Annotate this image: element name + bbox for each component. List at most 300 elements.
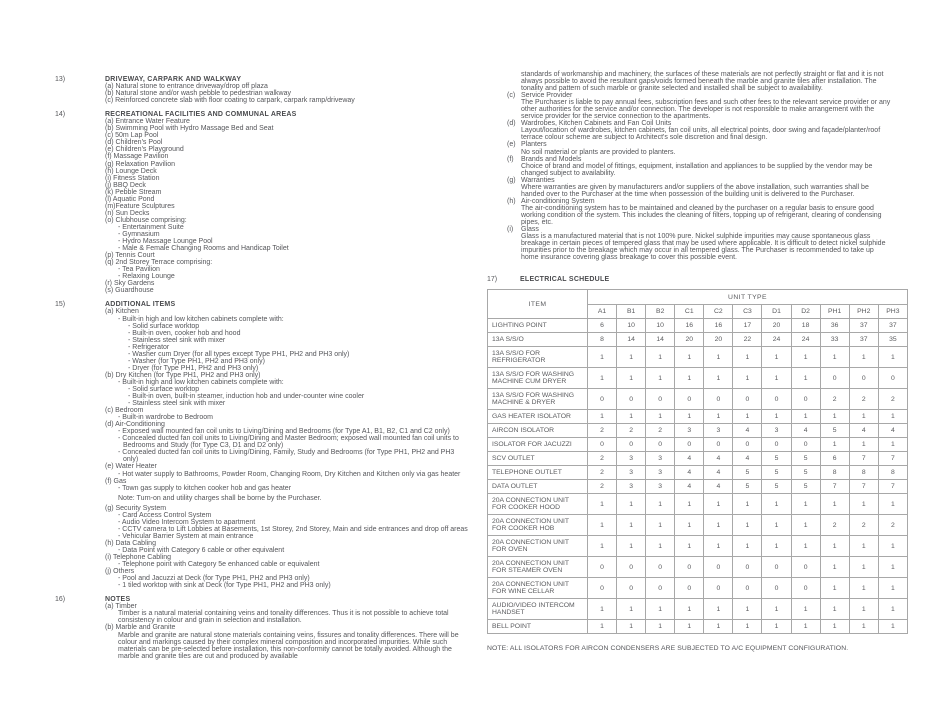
value-cell: 0 xyxy=(733,557,762,578)
value-cell: 1 xyxy=(675,347,704,368)
value-cell: 0 xyxy=(849,368,878,389)
value-cell: 0 xyxy=(617,578,646,599)
value-cell: 1 xyxy=(617,494,646,515)
value-cell: 1 xyxy=(820,410,849,424)
value-cell: 1 xyxy=(733,347,762,368)
table-row xyxy=(488,410,908,424)
note-title: Warranties xyxy=(521,176,555,184)
table-row xyxy=(488,466,908,480)
value-cell: 0 xyxy=(588,557,617,578)
spec-line: - Solid surface worktop xyxy=(128,385,200,393)
item-cell: 13A S/S/O FOR WASHING MACHINE & DRYER xyxy=(488,389,588,410)
value-cell: 1 xyxy=(704,494,733,515)
note-label: (i) xyxy=(507,226,514,234)
section-title: DRIVEWAY, CARPARK AND WALKWAY xyxy=(105,76,242,83)
value-cell: 0 xyxy=(791,557,820,578)
value-cell: 20 xyxy=(762,319,791,333)
spec-line: - Relaxing Lounge xyxy=(118,273,175,281)
spec-line: (n) Sun Decks xyxy=(105,209,150,217)
item-cell: BELL POINT xyxy=(488,620,588,634)
item-cell: SCV OUTLET xyxy=(488,452,588,466)
value-cell: 3 xyxy=(617,452,646,466)
value-cell: 1 xyxy=(849,620,878,634)
value-cell: 2 xyxy=(617,424,646,438)
item-cell: TELEPHONE OUTLET xyxy=(488,466,588,480)
section-body xyxy=(105,118,469,294)
value-cell: 2 xyxy=(588,452,617,466)
value-cell: 0 xyxy=(733,389,762,410)
note-body: Glass is a manufactured material that is not 100% pure. Nickel sulphide impurities may cause spontaneous glass breakage in certain pieces of tempered glass that may be used where applicable. It is difficult to detect nickel sulphide impurities prior to the breakage which may occur in all tempered glass. The Purchaser is recommended to take up home insurance covering glass breakage to cover this possible event. xyxy=(521,233,886,262)
value-cell: 24 xyxy=(791,333,820,347)
value-cell: 2 xyxy=(588,466,617,480)
section-number: 14) xyxy=(55,111,66,119)
table-row xyxy=(488,368,908,389)
value-cell: 1 xyxy=(675,515,704,536)
unit-type-header-cell: C2 xyxy=(704,305,733,319)
spec-line: (d) Children's Pool xyxy=(105,139,163,147)
section-title: RECREATIONAL FACILITIES AND COMMUNAL AREAS xyxy=(105,111,297,119)
spec-section xyxy=(55,596,469,659)
right-column xyxy=(487,71,907,652)
section-body xyxy=(105,308,469,589)
item-cell: 13A S/S/O FOR REFRIGERATOR xyxy=(488,347,588,368)
value-cell: 0 xyxy=(675,578,704,599)
value-cell: 4 xyxy=(675,452,704,466)
value-cell: 0 xyxy=(675,438,704,452)
spec-line: - Dryer (for Type PH1, PH2 and PH3 only) xyxy=(128,364,259,372)
value-cell: 1 xyxy=(646,515,675,536)
value-cell: 1 xyxy=(733,494,762,515)
value-cell: 0 xyxy=(791,578,820,599)
unit-type-header-cell: D1 xyxy=(762,305,791,319)
value-cell: 0 xyxy=(733,438,762,452)
value-cell: 1 xyxy=(849,578,878,599)
table-row xyxy=(488,319,908,333)
value-cell: 0 xyxy=(588,438,617,452)
value-cell: 0 xyxy=(675,389,704,410)
table-row xyxy=(488,333,908,347)
value-cell: 1 xyxy=(588,536,617,557)
note-label: (h) xyxy=(507,197,516,205)
value-cell: 1 xyxy=(878,536,907,557)
value-cell: 1 xyxy=(646,494,675,515)
item-cell: 20A CONNECTION UNIT FOR COOKER HOB xyxy=(488,515,588,536)
spec-line: - Stainless steel sink with mixer xyxy=(128,400,226,408)
table-note: NOTE: ALL ISOLATORS FOR AIRCON CONDENSERS ARE SUBJECTED TO A/C EQUIPMENT CONFIGURATION. xyxy=(487,645,849,653)
value-cell: 16 xyxy=(704,319,733,333)
value-cell: 1 xyxy=(878,599,907,620)
value-cell: 1 xyxy=(704,368,733,389)
value-cell: 1 xyxy=(849,410,878,424)
item-cell: DATA OUTLET xyxy=(488,480,588,494)
value-cell: 1 xyxy=(704,410,733,424)
spec-line: (k) Pebble Stream xyxy=(105,188,162,196)
value-cell: 0 xyxy=(762,438,791,452)
value-cell: 1 xyxy=(675,410,704,424)
value-cell: 1 xyxy=(849,536,878,557)
spec-line: (s) Guardhouse xyxy=(105,287,154,295)
unit-type-header-cell: PH1 xyxy=(820,305,849,319)
unit-type-header-cell: B2 xyxy=(646,305,675,319)
table-row xyxy=(488,452,908,466)
value-cell: 2 xyxy=(646,424,675,438)
value-cell: 1 xyxy=(617,347,646,368)
value-cell: 6 xyxy=(588,319,617,333)
value-cell: 0 xyxy=(588,578,617,599)
electrical-schedule-table xyxy=(487,289,908,634)
value-cell: 1 xyxy=(617,515,646,536)
spec-line: (b) Marble and Granite xyxy=(105,624,176,632)
electrical-schedule-heading xyxy=(487,276,907,283)
unit-type-header-cell: B1 xyxy=(617,305,646,319)
unit-type-header-cell: PH3 xyxy=(878,305,907,319)
value-cell: 2 xyxy=(820,389,849,410)
spec-line: - Built-in oven, built-in steamer, induction hob and under-counter wine cooler xyxy=(128,393,365,401)
note-label: (c) xyxy=(507,92,516,100)
value-cell: 2 xyxy=(878,389,907,410)
value-cell: 1 xyxy=(849,347,878,368)
table-row xyxy=(488,599,908,620)
unit-type-header-cell: A1 xyxy=(588,305,617,319)
notes-block xyxy=(507,141,893,155)
value-cell: 16 xyxy=(675,319,704,333)
value-cell: 3 xyxy=(646,466,675,480)
notes-block xyxy=(507,198,893,226)
value-cell: 1 xyxy=(820,347,849,368)
value-cell: 1 xyxy=(704,515,733,536)
value-cell: 4 xyxy=(733,452,762,466)
value-cell: 4 xyxy=(878,424,907,438)
value-cell: 1 xyxy=(791,515,820,536)
value-cell: 36 xyxy=(820,319,849,333)
spec-line: (f) Gas xyxy=(105,477,127,485)
value-cell: 0 xyxy=(704,578,733,599)
left-column xyxy=(55,76,469,667)
item-cell: 20A CONNECTION UNIT FOR STEAMER OVEN xyxy=(488,557,588,578)
spec-line: Marble and granite are natural stone materials containing veins, fissures and tonality differences. There will be colour and markings caused by their complex mineral composition and incorporated impurities. While such materials can be pre-selected before installation, this non-conformity cannot be totally avoided. Although the marble and granite tiles are cut and produced by available xyxy=(118,631,459,660)
notes-block xyxy=(507,120,893,141)
table-header-item: ITEM xyxy=(488,290,588,319)
item-cell: GAS HEATER ISOLATOR xyxy=(488,410,588,424)
spec-line: (i) Fitness Station xyxy=(105,174,160,182)
table-row xyxy=(488,494,908,515)
spec-line: - Concealed ducted fan coil units to Living/Dining and Master Bedroom; exposed wall mounted fan coil units to Bedrooms and Study (for Type C3, D1 and D2 only) xyxy=(118,435,459,450)
note-title: Glass xyxy=(521,226,539,234)
spec-line: (e) Children's Playground xyxy=(105,146,184,154)
spec-line: - Built-in high and low kitchen cabinets complete with: xyxy=(118,315,284,323)
value-cell: 37 xyxy=(878,319,907,333)
value-cell: 5 xyxy=(791,452,820,466)
value-cell: 5 xyxy=(733,466,762,480)
value-cell: 1 xyxy=(588,410,617,424)
value-cell: 1 xyxy=(617,410,646,424)
value-cell: 7 xyxy=(849,452,878,466)
value-cell: 0 xyxy=(617,389,646,410)
note-label: (d) xyxy=(507,120,516,128)
value-cell: 20 xyxy=(704,333,733,347)
value-cell: 1 xyxy=(878,578,907,599)
value-cell: 1 xyxy=(733,368,762,389)
note-label: (e) xyxy=(507,141,516,149)
value-cell: 0 xyxy=(762,578,791,599)
value-cell: 1 xyxy=(675,494,704,515)
note-label: (f) xyxy=(507,155,514,163)
spec-line: - Built-in oven, cooker hob and hood xyxy=(128,329,241,337)
value-cell: 8 xyxy=(878,466,907,480)
table-row xyxy=(488,424,908,438)
value-cell: 1 xyxy=(588,368,617,389)
table-row xyxy=(488,620,908,634)
table-row xyxy=(488,438,908,452)
value-cell: 4 xyxy=(791,424,820,438)
value-cell: 1 xyxy=(820,438,849,452)
spec-line: (l) Aquatic Pond xyxy=(105,195,155,203)
spec-line: - Concealed ducted fan coil units to Living/Dining, Family, Study and Bedrooms (for Type PH1, PH2 and PH3 only) xyxy=(118,449,455,464)
spec-line: (m)Feature Sculptures xyxy=(105,202,175,210)
note-body: The Purchaser is liable to pay annual fees, subscription fees and such other fees to the relevant service provider or any other authorities for the service and/or connection. The developer is not responsible to make arrangement with the service provider for the service connection to the apartments. xyxy=(521,99,891,121)
value-cell: 1 xyxy=(733,536,762,557)
value-cell: 17 xyxy=(733,319,762,333)
spec-line: (b) Swimming Pool with Hydro Massage Bed and Seat xyxy=(105,125,274,133)
table-row xyxy=(488,515,908,536)
value-cell: 1 xyxy=(733,620,762,634)
note-title: Air-conditioning System xyxy=(521,197,595,205)
value-cell: 1 xyxy=(791,536,820,557)
value-cell: 1 xyxy=(849,599,878,620)
value-cell: 1 xyxy=(588,620,617,634)
value-cell: 1 xyxy=(820,578,849,599)
value-cell: 0 xyxy=(878,368,907,389)
value-cell: 1 xyxy=(617,368,646,389)
spec-section xyxy=(55,111,469,294)
spec-line: (c) Bedroom xyxy=(105,407,144,415)
value-cell: 0 xyxy=(791,389,820,410)
value-cell: 10 xyxy=(646,319,675,333)
value-cell: 1 xyxy=(878,494,907,515)
value-cell: 1 xyxy=(675,368,704,389)
value-cell: 0 xyxy=(617,438,646,452)
value-cell: 0 xyxy=(646,438,675,452)
value-cell: 20 xyxy=(675,333,704,347)
value-cell: 1 xyxy=(762,410,791,424)
value-cell: 0 xyxy=(588,389,617,410)
value-cell: 7 xyxy=(820,480,849,494)
value-cell: 8 xyxy=(588,333,617,347)
value-cell: 1 xyxy=(849,438,878,452)
value-cell: 1 xyxy=(762,347,791,368)
value-cell: 33 xyxy=(820,333,849,347)
value-cell: 1 xyxy=(791,347,820,368)
spec-line: (a) Kitchen xyxy=(105,308,139,316)
note-body: Where warranties are given by manufacturers and/or suppliers of the above installation, such warranties shall be handed over to the Purchaser at the time when possession of the building unit is delivered to the Purchaser. xyxy=(521,183,869,198)
table-header-unit-type: UNIT TYPE xyxy=(588,290,908,305)
value-cell: 4 xyxy=(733,424,762,438)
value-cell: 1 xyxy=(820,620,849,634)
table-row xyxy=(488,347,908,368)
value-cell: 1 xyxy=(791,599,820,620)
value-cell: 35 xyxy=(878,333,907,347)
notes-block xyxy=(507,226,893,261)
value-cell: 6 xyxy=(820,452,849,466)
spec-line: - Washer cum Dryer (for all types except Type PH1, PH2 and PH3 only) xyxy=(128,350,350,358)
notes-block xyxy=(507,156,893,177)
spec-line: - CCTV camera to Lift Lobbies at Basements, 1st Storey, 2nd Storey, Main and side entrances and drop off areas xyxy=(118,525,468,533)
spec-line: (h) Data Cabling xyxy=(105,539,156,547)
note-title: Wardrobes, Kitchen Cabinets and Fan Coil Units xyxy=(521,120,672,128)
value-cell: 14 xyxy=(646,333,675,347)
value-cell: 2 xyxy=(588,480,617,494)
value-cell: 2 xyxy=(588,424,617,438)
value-cell: 2 xyxy=(849,515,878,536)
value-cell: 1 xyxy=(878,438,907,452)
notes-block xyxy=(507,92,893,120)
spec-line: Note: Turn-on and utility charges shall be borne by the Purchaser. xyxy=(118,494,322,502)
section-number: 17) xyxy=(487,276,498,284)
section-number: 15) xyxy=(55,301,66,309)
value-cell: 2 xyxy=(849,389,878,410)
notes-block xyxy=(507,177,893,198)
spec-line: (c) 50m Lap Pool xyxy=(105,132,159,140)
section-number: 16) xyxy=(55,596,66,604)
value-cell: 1 xyxy=(617,620,646,634)
value-cell: 22 xyxy=(733,333,762,347)
spec-line: (f) Massage Pavilion xyxy=(105,153,169,161)
unit-type-header-cell: PH2 xyxy=(849,305,878,319)
spec-line: (a) Natural stone to entrance driveway/drop off plaza xyxy=(105,83,268,91)
note-title: Planters xyxy=(521,141,547,149)
spec-line: (r) Sky Gardens xyxy=(105,280,155,288)
spec-line: (b) Dry Kitchen (for Type PH1, PH2 and PH3 only) xyxy=(105,371,261,379)
item-cell: AUDIO/VIDEO INTERCOM HANDSET xyxy=(488,599,588,620)
spec-line: (g) Security System xyxy=(105,504,167,512)
spec-line: - Entertainment Suite xyxy=(118,223,184,231)
value-cell: 5 xyxy=(733,480,762,494)
value-cell: 1 xyxy=(762,368,791,389)
value-cell: 1 xyxy=(849,494,878,515)
value-cell: 3 xyxy=(704,424,733,438)
item-cell: 13A S/S/O FOR WASHING MACHINE CUM DRYER xyxy=(488,368,588,389)
value-cell: 1 xyxy=(762,536,791,557)
spec-line: - Town gas supply to kitchen cooker hob and gas heater xyxy=(118,484,292,492)
spec-line: (c) Reinforced concrete slab with floor coating to carpark, carpark ramp/driveway xyxy=(105,97,355,105)
value-cell: 1 xyxy=(733,515,762,536)
value-cell: 1 xyxy=(704,620,733,634)
spec-line: Timber is a natural material containing veins and tonality differences. Thus it is not possible to achieve total consistency in colour and grain in selection and installation. xyxy=(118,610,449,625)
spec-line: - Male & Female Changing Rooms and Handicap Toilet xyxy=(118,245,289,253)
spec-line: - Built-in wardrobe to Bedroom xyxy=(118,414,213,422)
spec-line: (q) 2nd Storey Terrace comprising: xyxy=(105,259,213,267)
value-cell: 2 xyxy=(878,515,907,536)
value-cell: 1 xyxy=(820,557,849,578)
notes-block xyxy=(507,71,893,92)
value-cell: 1 xyxy=(762,620,791,634)
value-cell: 5 xyxy=(791,466,820,480)
spec-section xyxy=(55,76,469,104)
item-cell: 20A CONNECTION UNIT FOR OVEN xyxy=(488,536,588,557)
note-body: standards of workmanship and machinery, the surfaces of these materials are not perfectly straight or flat and it is not always possible to avoid the resultant gaps/voids formed beneath the marble and granite tiles after installation. The tonality and pattern of such marble or granite selected and installed shall be subject to availability. xyxy=(521,71,884,93)
table-row xyxy=(488,578,908,599)
value-cell: 1 xyxy=(646,347,675,368)
notes-continuation-list xyxy=(507,71,893,261)
value-cell: 0 xyxy=(820,368,849,389)
value-cell: 5 xyxy=(820,424,849,438)
item-cell: AIRCON ISOLATOR xyxy=(488,424,588,438)
value-cell: 4 xyxy=(675,480,704,494)
value-cell: 1 xyxy=(878,347,907,368)
unit-type-header-cell: C3 xyxy=(733,305,762,319)
value-cell: 2 xyxy=(820,515,849,536)
spec-line: - Vehicular Barrier System at main entrance xyxy=(118,532,254,540)
value-cell: 1 xyxy=(878,557,907,578)
value-cell: 4 xyxy=(675,466,704,480)
spec-line: - Solid surface worktop xyxy=(128,322,200,330)
value-cell: 1 xyxy=(762,515,791,536)
value-cell: 1 xyxy=(675,599,704,620)
note-title: Brands and Models xyxy=(521,155,582,163)
table-row xyxy=(488,480,908,494)
unit-type-header-cell: D2 xyxy=(791,305,820,319)
unit-type-header-cell: C1 xyxy=(675,305,704,319)
value-cell: 1 xyxy=(733,599,762,620)
value-cell: 3 xyxy=(762,424,791,438)
note-body: Choice of brand and model of fittings, equipment, installation and appliances to be supplied by the vendor may be changed subject to availability. xyxy=(521,162,873,177)
spec-line: (b) Natural stone and/or wash pebble to pedestrian walkway xyxy=(105,90,291,98)
spec-line: (a) Timber xyxy=(105,603,137,611)
value-cell: 1 xyxy=(733,410,762,424)
section-title: ADDITIONAL ITEMS xyxy=(105,301,176,309)
spec-line: (g) Relaxation Pavilion xyxy=(105,160,176,168)
value-cell: 1 xyxy=(704,599,733,620)
note-body: The air-conditioning system has to be maintained and cleaned by the purchaser on a regular basis to ensure good working condition of the system. This includes the cleaning of filters, topping up of refrigerant, clearing of condensing pipes, etc. xyxy=(521,204,882,226)
value-cell: 7 xyxy=(878,452,907,466)
value-cell: 1 xyxy=(646,620,675,634)
value-cell: 3 xyxy=(646,480,675,494)
value-cell: 0 xyxy=(675,557,704,578)
table-row xyxy=(488,536,908,557)
spec-line: - Telephone point with Category 5e enhanced cable or equivalent xyxy=(118,561,320,569)
spec-line: (j) BBQ Deck xyxy=(105,181,146,189)
spec-line: (o) Clubhouse comprising: xyxy=(105,216,187,224)
value-cell: 0 xyxy=(704,389,733,410)
value-cell: 4 xyxy=(704,452,733,466)
value-cell: 1 xyxy=(791,620,820,634)
value-cell: 1 xyxy=(820,599,849,620)
spec-line: - 1 tiled worktop with sink at Deck (for Type PH1, PH2 and PH3 only) xyxy=(118,582,331,590)
table-row xyxy=(488,557,908,578)
value-cell: 1 xyxy=(849,557,878,578)
value-cell: 0 xyxy=(646,557,675,578)
spec-line: - Gymnasium xyxy=(118,230,160,238)
spec-section xyxy=(55,301,469,589)
value-cell: 4 xyxy=(704,466,733,480)
value-cell: 1 xyxy=(588,515,617,536)
spec-line: - Audio Video Intercom System to apartment xyxy=(118,518,256,526)
electrical-schedule-section xyxy=(487,276,907,652)
value-cell: 1 xyxy=(646,368,675,389)
value-cell: 1 xyxy=(791,494,820,515)
spec-line: - Stainless steel sink with mixer xyxy=(128,336,226,344)
value-cell: 1 xyxy=(617,536,646,557)
table-row xyxy=(488,389,908,410)
spec-line: (i) Telephone Cabling xyxy=(105,554,172,562)
spec-line: - Exposed wall mounted fan coil units to Living/Dining and Bedrooms (for Type A1, B1, B2, C1 and C2 only) xyxy=(118,428,450,436)
section-title: ELECTRICAL SCHEDULE xyxy=(520,276,610,284)
spec-line: - Washer (for Type PH1, PH2 and PH3 only) xyxy=(128,357,265,365)
value-cell: 3 xyxy=(617,480,646,494)
item-cell: 20A CONNECTION UNIT FOR WINE CELLAR xyxy=(488,578,588,599)
value-cell: 7 xyxy=(878,480,907,494)
value-cell: 1 xyxy=(646,599,675,620)
